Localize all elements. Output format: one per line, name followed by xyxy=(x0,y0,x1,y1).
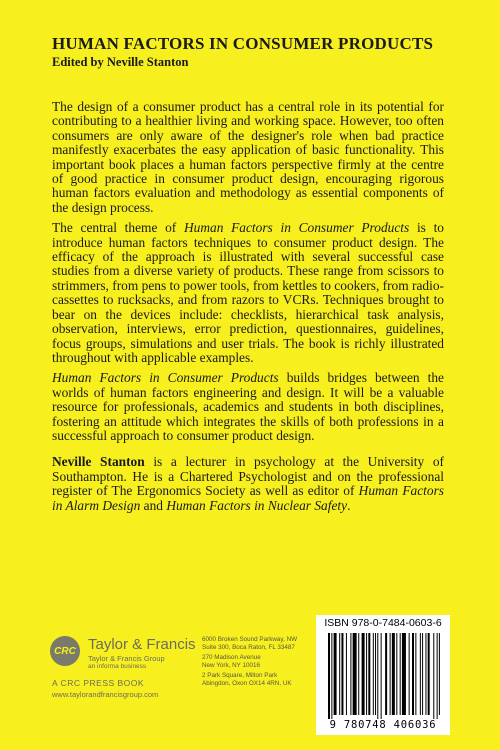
barcode-bar xyxy=(433,633,434,719)
barcode-bar xyxy=(368,633,370,715)
barcode-bar xyxy=(392,633,395,715)
barcode-bar xyxy=(339,633,340,715)
author-bio xyxy=(52,455,444,513)
crc-press-label: A CRC PRESS BOOK xyxy=(52,678,145,688)
address-line: Suite 300, Boca Raton, FL 33487 xyxy=(202,643,295,651)
barcode-bar xyxy=(396,633,397,715)
barcode-bar xyxy=(346,633,347,715)
address-block xyxy=(202,654,312,669)
crc-logo-text: CRC xyxy=(54,645,76,657)
barcode-bar xyxy=(331,633,332,719)
p2-book-title: Human Factors in Consumer Products xyxy=(183,220,410,236)
address-line: 6000 Broken Sound Parkway, NW xyxy=(202,636,298,643)
p2-before: The central theme of xyxy=(52,220,184,236)
bio-end: . xyxy=(347,497,351,513)
publisher-name: Taylor & Francis xyxy=(88,636,196,653)
publisher-addresses xyxy=(202,636,312,691)
back-cover-blurb xyxy=(52,100,444,519)
barcode-bar xyxy=(328,633,330,719)
barcode-bar xyxy=(425,633,426,715)
publisher-website: www.taylorandfrancisgroup.com xyxy=(52,690,159,699)
editor-line: Edited by Neville Stanton xyxy=(52,55,189,69)
barcode-bar xyxy=(377,633,378,719)
bio-book-2: Human Factors in Nuclear Safety xyxy=(166,497,348,513)
barcode-bar xyxy=(390,633,391,715)
barcode-bar xyxy=(362,633,365,715)
barcode-digits: 9 780748 406036 xyxy=(329,719,437,731)
isbn-barcode-box xyxy=(316,615,450,735)
address-block xyxy=(202,672,312,687)
address-line: Abingdon, Oxon OX14 4RN, UK xyxy=(202,679,292,687)
barcode-bar xyxy=(373,633,374,715)
crc-logo-icon xyxy=(50,636,80,666)
barcode-bar xyxy=(420,633,421,715)
blurb-paragraph-2 xyxy=(52,221,444,365)
p2-after: is to introduce human factors techniques to consumer product design. The efficacy of the approach is illustrated with several successful case studies from a diverse variety of products. These range from scissors to strimmers, from pens to power tools, from kettles to cookers, from radio-cassettes to rucksacks, and from razors to VCRs. Techniques brought to bear on the devices include: checklists, hierarchical task analysis, observation, interviews, error prediction, questionnaires, guidelines, focus groups, simulations and user trials. The book is richly illustrated throughout with applicable examples. xyxy=(52,220,445,365)
address-block xyxy=(202,636,312,651)
publisher-group: Taylor & Francis Group xyxy=(88,654,165,663)
barcode-bar xyxy=(353,633,357,715)
isbn-label: ISBN 978-0-7484-0603-6 xyxy=(324,617,442,629)
p3-after: builds bridges between the worlds of human factors engineering and design. It will be a valuable resource for professionals, academics and students in both disciplines, fostering an attitude which integrates the skills of both professions in a successful approach to consumer product design. xyxy=(52,370,444,443)
book-title: HUMAN FACTORS IN CONSUMER PRODUCTS xyxy=(52,34,434,53)
address-line: 2 Park Square, Milton Park xyxy=(202,672,278,680)
barcode-bar xyxy=(415,633,416,715)
barcode-bar xyxy=(350,633,351,715)
publisher-informa: an informa business xyxy=(88,663,147,670)
barcode-bar xyxy=(412,633,414,715)
address-line: New York, NY 10016 xyxy=(202,661,260,669)
barcode-bar xyxy=(439,633,440,715)
barcode-bar xyxy=(358,633,359,715)
barcode-bar xyxy=(366,633,367,715)
barcode-bar xyxy=(428,633,430,715)
barcode-bar xyxy=(437,633,438,719)
address-line: 270 Madison Avenue xyxy=(202,654,261,662)
barcode-bar xyxy=(400,633,401,715)
bio-and: and xyxy=(140,497,167,513)
blurb-paragraph-3 xyxy=(52,371,444,443)
barcode-bar xyxy=(375,633,376,715)
bio-name: Neville Stanton xyxy=(52,454,145,470)
barcode-bar xyxy=(422,633,423,715)
p3-book-title: Human Factors in Consumer Products xyxy=(52,370,279,386)
barcode-bar xyxy=(381,633,382,719)
bio-text: is a lecturer in psychology at the University of Southampton. He is a Chartered Psychologist and on the professional register of The Ergonomics Society as well as editor of xyxy=(52,454,444,499)
barcode-bar xyxy=(385,633,387,715)
barcode-icon xyxy=(316,615,450,735)
barcode-bar xyxy=(341,633,343,715)
barcode-bar xyxy=(334,633,337,715)
bio-book-1: Human Factors in Alarm Design xyxy=(52,483,444,513)
blurb-paragraph-1: The design of a consumer product has a central role in its potential for contributing to a healthier living and working space. However, too often consumers are only aware of the designer's role when bad practice manifestly exacerbates the easy application of basic functionality. This important book places a human factors perspective firmly at the centre of good practice in consumer product design, encouraging rigorous human factors evaluation and methodology as essential components of the design process. xyxy=(52,99,444,215)
barcode-bar xyxy=(402,633,406,715)
barcode-bar xyxy=(409,633,410,715)
